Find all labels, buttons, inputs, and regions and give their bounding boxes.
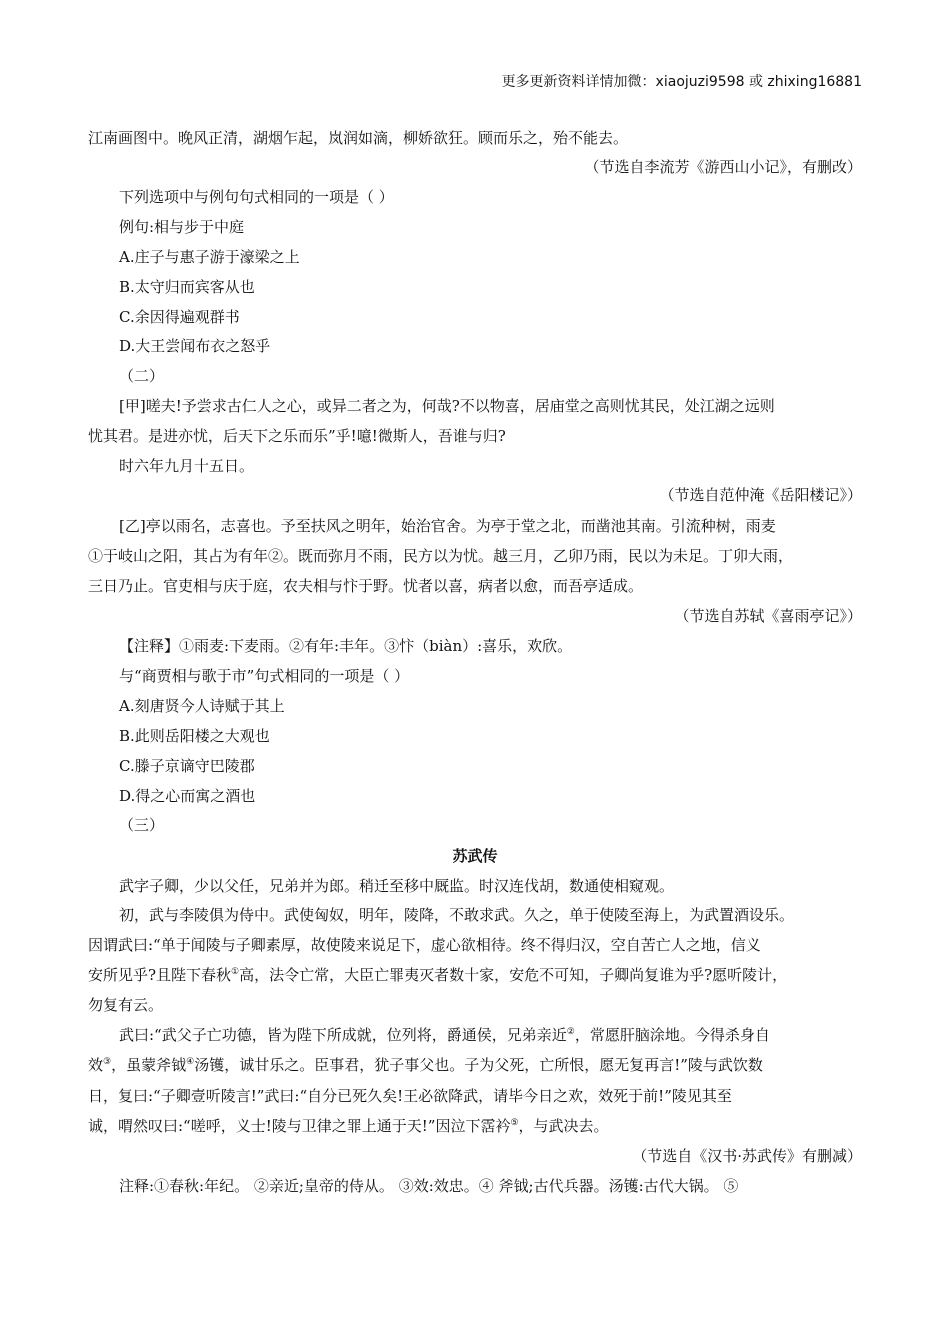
footnote-marker: ① [231, 967, 240, 977]
source-citation: （节选自范仲淹《岳阳楼记》） [659, 486, 862, 504]
option-b: B.此则岳阳楼之大观也 [119, 727, 270, 745]
passage-line: 武曰:“武父子亡功德，皆为陛下所成就，位列将，爵通侯，兄弟亲近②，常愿肝脑涂地。今得杀身自 [119, 1026, 770, 1044]
option-a: A.刻唐贤今人诗赋于其上 [119, 697, 285, 715]
passage-title: 苏武传 [452, 847, 498, 865]
passage-line: 诚，喟然叹曰:“嗟呼，义士!陵与卫律之罪上通于天!”因泣下霑衿⑤，与武决去。 [88, 1117, 609, 1135]
passage-yi-line: 三日乃止。官吏相与庆于庭，农夫相与忭于野。忧者以喜，病者以愈，而吾亭适成。 [88, 577, 644, 595]
source-citation: （节选自《汉书·苏武传》有删减） [632, 1147, 862, 1165]
passage-line: 安所见乎?且陛下春秋①高，法令亡常，大臣亡罪夷灭者数十家，安危不可知，子卿尚复谁为乎?愿听陵计， [88, 966, 788, 984]
footnote-marker: ⑤ [510, 1118, 519, 1128]
passage-line: 勿复有云。 [88, 996, 164, 1014]
option-b: B.太守归而宾客从也 [119, 278, 255, 296]
example-sentence: 例句:相与步于中庭 [119, 218, 245, 236]
passage-yi-line: ①于岐山之阳，其占为有年②。既而弥月不雨，民方以为忧。越三月，乙卯乃雨，民以为未足。丁卯大雨， [88, 547, 794, 565]
page-header: 更多更新资料详情加微：xiaojuzi9598 或 zhixing16881 [501, 74, 862, 90]
option-d: D.得之心而寓之酒也 [119, 787, 256, 805]
footnote-marker: ④ [186, 1057, 195, 1067]
passage-line: 因谓武曰:“单于闻陵与子卿素厚，故使陵来说足下，虚心欲相待。终不得归汉，空自苦亡人之地，信义 [88, 936, 761, 954]
question-1: 下列选项中与例句句式相同的一项是（ ） [119, 188, 394, 206]
passage-line: 初，武与李陵俱为侍中。武使匈奴，明年，陵降，不敢求武。久之，单于使陵至海上，为武置酒设乐。 [119, 906, 795, 924]
footnote-marker: ③ [103, 1057, 112, 1067]
option-d: D.大王尝闻布衣之怒乎 [119, 337, 271, 355]
option-a: A.庄子与惠子游于濠梁之上 [119, 248, 300, 266]
passage-jia-line: 忧其君。是进亦忧，后天下之乐而乐”乎!噫!微斯人，吾谁与归? [88, 427, 506, 445]
footnote-marker: ② [566, 1027, 575, 1037]
annotation-notes: 【注释】①雨麦:下麦雨。②有年:丰年。③忭（biàn）:喜乐，欢欣。 [119, 637, 573, 655]
passage-line: 武字子卿，少以父任，兄弟并为郎。稍迁至移中厩监。时汉连伐胡，数通使相窥观。 [119, 877, 675, 895]
passage-line: 效③，虽蒙斧钺④汤镬，诚甘乐之。臣事君，犹子事父也。子为父死，亡所恨，愿无复再言!”陵与武饮数 [88, 1056, 763, 1074]
section-label-3: （三） [119, 816, 165, 834]
section-label-2: （二） [119, 367, 165, 385]
source-citation: （节选自李流芳《游西山小记》，有删改） [584, 158, 862, 176]
question-2: 与“商贾相与歌于市”句式相同的一项是（ ） [119, 667, 410, 685]
passage-jia-line: 时六年九月十五日。 [119, 457, 255, 475]
passage-jia-line: [甲]嗟夫!予尝求古仁人之心，或异二者之为，何哉?不以物喜，居庙堂之高则忧其民，处江湖之远则 [119, 397, 775, 415]
passage-line: 日，复曰:“子卿壹听陵言!”武曰:“自分已死久矣!王必欲降武，请毕今日之欢，效死于前!”陵见其至 [88, 1087, 732, 1105]
annotation-notes: 注释:①春秋:年纪。 ②亲近;皇帝的侍从。 ③效:效忠。④ 斧钺;古代兵器。汤镬:古代大锅。 ⑤ [119, 1177, 739, 1195]
option-c: C.余因得遍观群书 [119, 308, 240, 326]
passage-yi-line: [乙]亭以雨名，志喜也。予至扶风之明年，始治官舍。为亭于堂之北，而凿池其南。引流种树，雨麦 [119, 517, 776, 535]
source-citation: （节选自苏轼《喜雨亭记》） [674, 607, 862, 625]
passage-continuation: 江南画图中。晚风正清，湖烟乍起，岚润如滴，柳娇欲狂。顾而乐之，殆不能去。 [88, 129, 629, 147]
option-c: C.滕子京谪守巴陵郡 [119, 757, 255, 775]
